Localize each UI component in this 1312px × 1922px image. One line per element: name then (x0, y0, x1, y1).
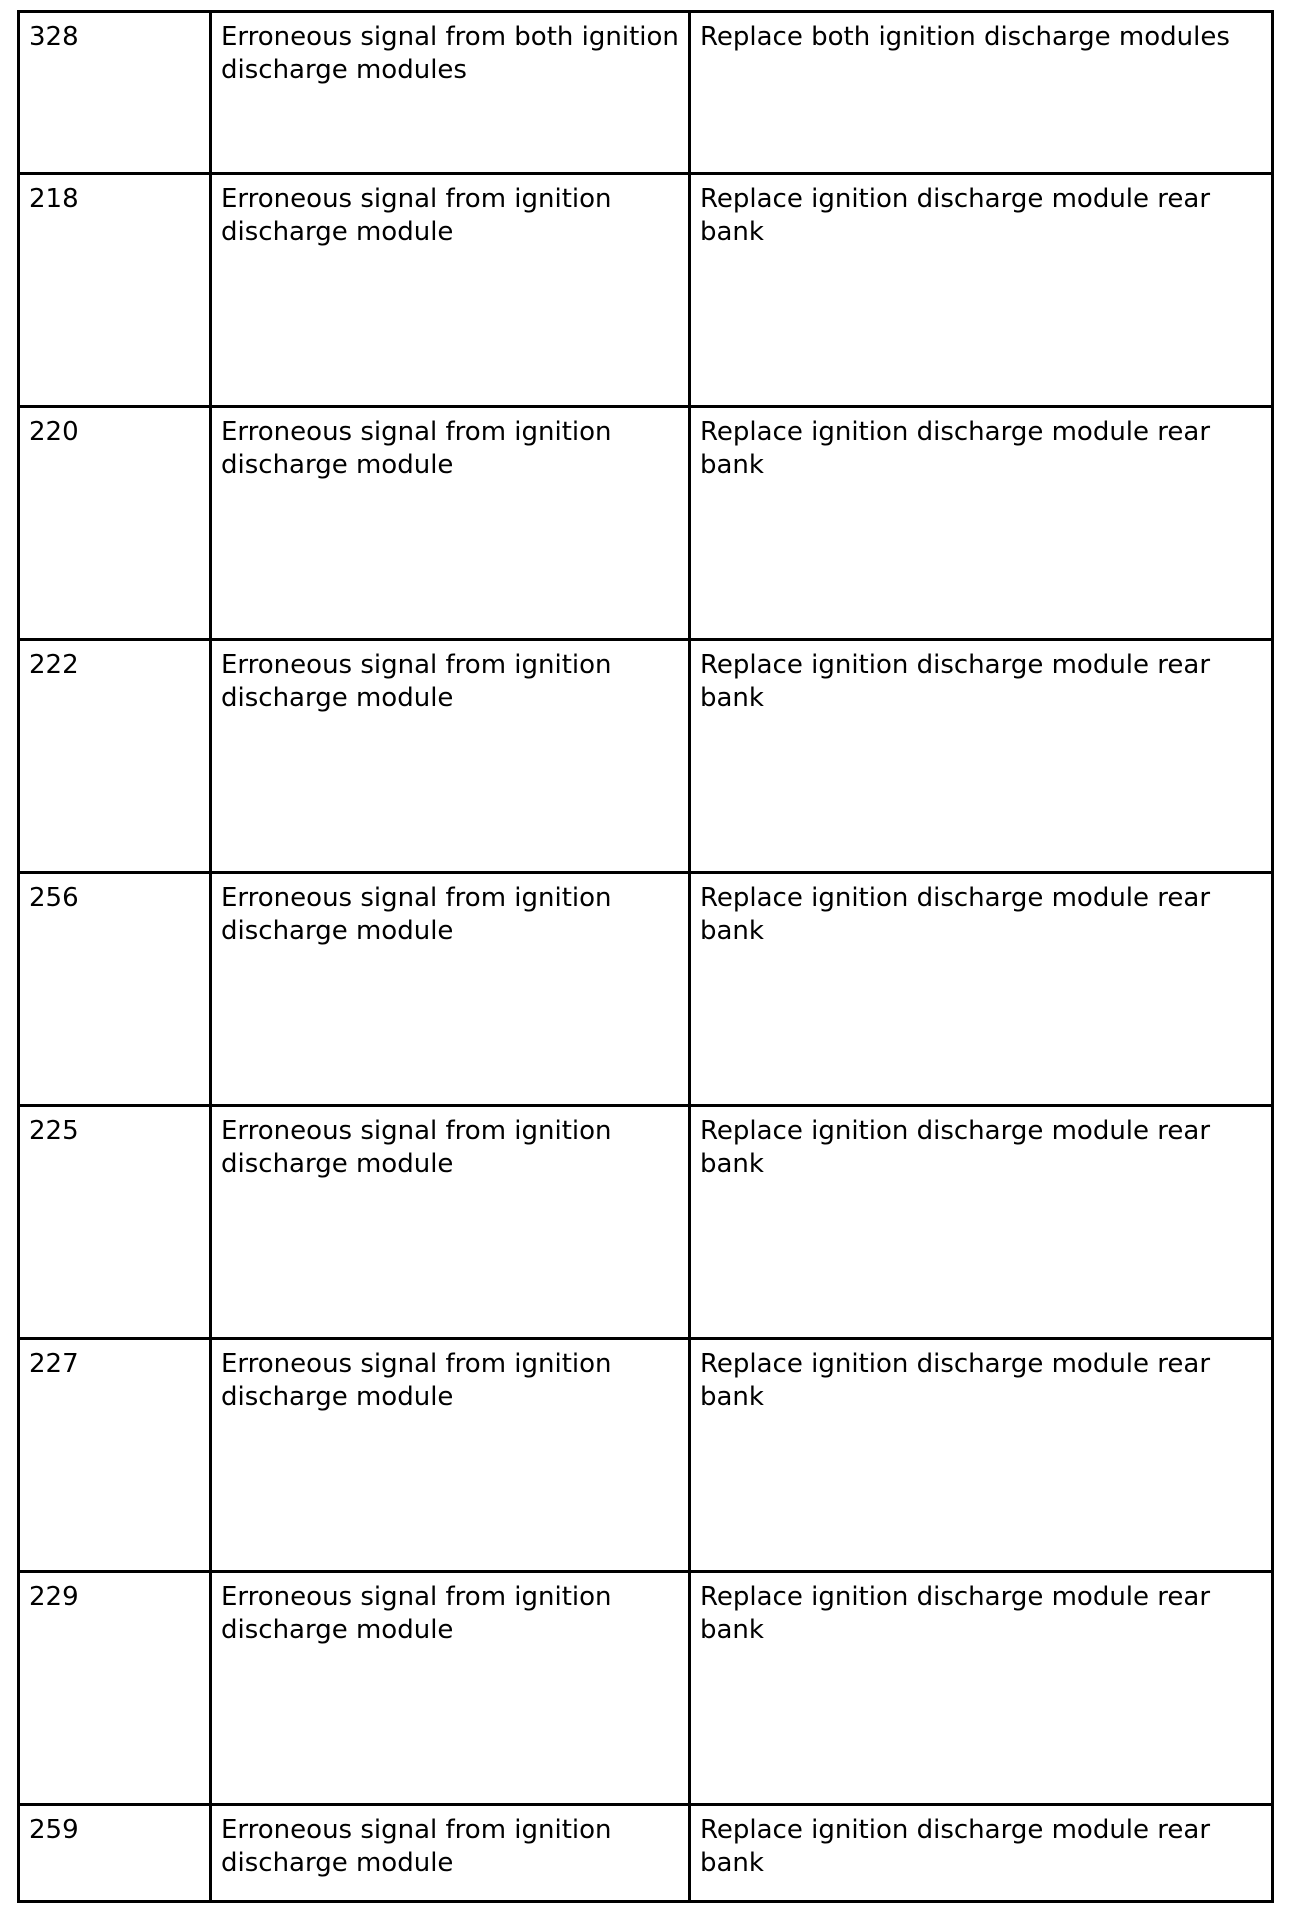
fault-code-cell: 256 (19, 873, 211, 1106)
table-row (19, 1339, 1273, 1572)
table-row (19, 1106, 1273, 1339)
remedy-action-cell: Replace ignition discharge module rear bank (690, 873, 1273, 1106)
fault-code-cell: 229 (19, 1572, 211, 1805)
fault-description-cell: Erroneous signal from ignition discharge module (211, 873, 690, 1106)
fault-code-table (17, 10, 1274, 1903)
table-row (19, 1572, 1273, 1805)
table-body (19, 12, 1273, 1902)
fault-code-cell: 328 (19, 12, 211, 174)
fault-description-cell: Erroneous signal from ignition discharge module (211, 640, 690, 873)
fault-description-cell: Erroneous signal from ignition discharge module (211, 407, 690, 640)
fault-description-cell: Erroneous signal from both ignition discharge modules (211, 12, 690, 174)
fault-code-cell: 227 (19, 1339, 211, 1572)
table-row (19, 12, 1273, 174)
remedy-action-cell: Replace both ignition discharge modules (690, 12, 1273, 174)
fault-description-cell: Erroneous signal from ignition discharge module (211, 1572, 690, 1805)
table-row (19, 174, 1273, 407)
remedy-action-cell: Replace ignition discharge module rear bank (690, 1572, 1273, 1805)
fault-code-cell: 259 (19, 1805, 211, 1902)
fault-code-cell: 225 (19, 1106, 211, 1339)
remedy-action-cell: Replace ignition discharge module rear bank (690, 1805, 1273, 1902)
fault-code-cell: 222 (19, 640, 211, 873)
remedy-action-cell: Replace ignition discharge module rear bank (690, 407, 1273, 640)
remedy-action-cell: Replace ignition discharge module rear bank (690, 1106, 1273, 1339)
table-row (19, 873, 1273, 1106)
remedy-action-cell: Replace ignition discharge module rear bank (690, 1339, 1273, 1572)
table-row (19, 1805, 1273, 1902)
table-row (19, 640, 1273, 873)
fault-description-cell: Erroneous signal from ignition discharge module (211, 1106, 690, 1339)
fault-description-cell: Erroneous signal from ignition discharge module (211, 1339, 690, 1572)
remedy-action-cell: Replace ignition discharge module rear bank (690, 640, 1273, 873)
remedy-action-cell: Replace ignition discharge module rear bank (690, 174, 1273, 407)
table-row (19, 407, 1273, 640)
fault-code-cell: 220 (19, 407, 211, 640)
fault-description-cell: Erroneous signal from ignition discharge module (211, 1805, 690, 1902)
fault-code-cell: 218 (19, 174, 211, 407)
fault-description-cell: Erroneous signal from ignition discharge module (211, 174, 690, 407)
